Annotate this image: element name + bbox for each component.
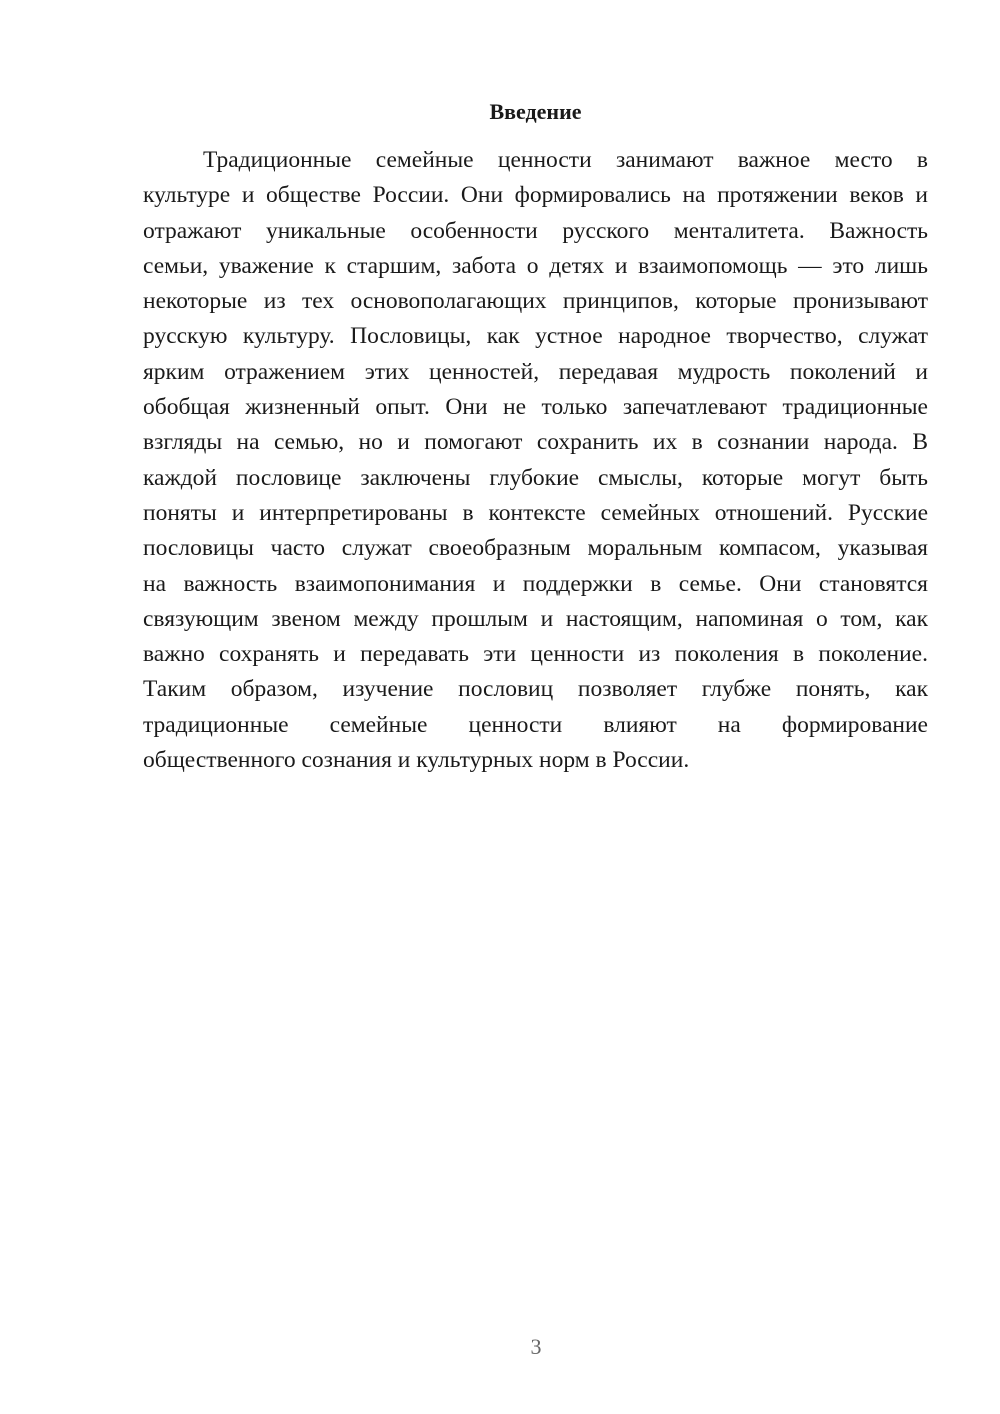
paragraph-line: поняты и интерпретированы в контексте семейных отношений. Русские: [143, 499, 928, 526]
paragraph-line: отражают уникальные особенности русского менталитета. Важность: [143, 217, 928, 244]
paragraph-line: пословицы часто служат своеобразным моральным компасом, указывая: [143, 535, 928, 562]
paragraph-line: семьи, уважение к старшим, забота о детях и взаимопомощь — это лишь: [143, 252, 928, 279]
paragraph-line: культуре и обществе России. Они формировались на протяжении веков и: [143, 182, 928, 209]
paragraph-line: русскую культуру. Пословицы, как устное народное творчество, служат: [143, 323, 928, 350]
paragraph-line: на важность взаимопонимания и поддержки в семье. Они становятся: [143, 570, 928, 597]
paragraph-line: традиционные семейные ценности влияют на формирование: [143, 711, 928, 738]
paragraph-line: обобщая жизненный опыт. Они не только запечатлевают традиционные: [143, 394, 928, 421]
page-number: 3: [530, 1334, 542, 1359]
paragraph-line: некоторые из тех основополагающих принципов, которые пронизывают: [143, 288, 928, 315]
paragraph-line: общественного сознания и культурных норм в России.: [143, 747, 690, 774]
paragraph-line: Таким образом, изучение пословиц позволяет глубже понять, как: [143, 676, 928, 703]
section-heading: Введение: [489, 99, 582, 124]
paragraph-line: каждой пословице заключены глубокие смыслы, которые могут быть: [143, 464, 928, 491]
paragraph-line: ярким отражением этих ценностей, передавая мудрость поколений и: [143, 358, 928, 385]
paragraph-line: Традиционные семейные ценности занимают важное место в: [203, 147, 928, 173]
body-paragraph: [143, 143, 928, 778]
paragraph-line: важно сохранять и передавать эти ценности из поколения в поколение.: [143, 641, 928, 668]
paragraph-line: связующим звеном между прошлым и настоящим, напоминая о том, как: [143, 605, 928, 632]
paragraph-line: взгляды на семью, но и помогают сохранить их в сознании народа. В: [143, 429, 928, 456]
